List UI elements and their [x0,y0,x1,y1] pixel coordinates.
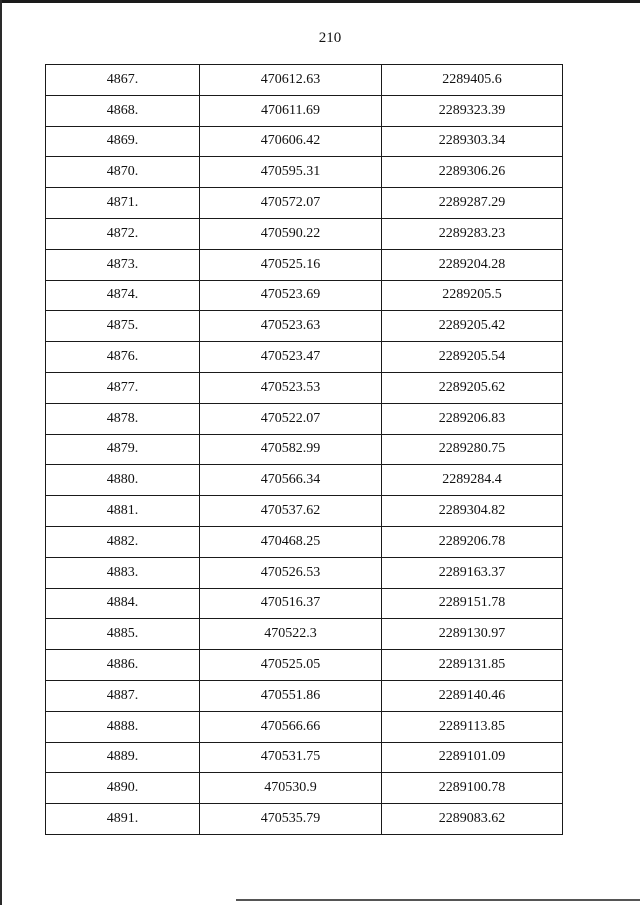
x-coordinate-cell: 470523.53 [200,372,382,403]
table-row [46,619,563,650]
point-number-cell: 4880. [46,465,200,496]
table-row [46,126,563,157]
table-row [46,372,563,403]
coordinates-table [45,64,563,835]
point-number-cell: 4886. [46,650,200,681]
x-coordinate-cell: 470523.63 [200,311,382,342]
point-number-cell: 4877. [46,372,200,403]
table-row [46,650,563,681]
x-coordinate-cell: 470525.05 [200,650,382,681]
table-row [46,403,563,434]
x-coordinate-cell: 470537.62 [200,496,382,527]
point-number-cell: 4881. [46,496,200,527]
y-coordinate-cell: 2289151.78 [382,588,563,619]
y-coordinate-cell: 2289284.4 [382,465,563,496]
y-coordinate-cell: 2289131.85 [382,650,563,681]
point-number-cell: 4868. [46,95,200,126]
point-number-cell: 4887. [46,680,200,711]
point-number-cell: 4876. [46,342,200,373]
table-row [46,804,563,835]
table-row [46,65,563,96]
table-row [46,465,563,496]
y-coordinate-cell: 2289101.09 [382,742,563,773]
x-coordinate-cell: 470590.22 [200,218,382,249]
x-coordinate-cell: 470595.31 [200,157,382,188]
point-number-cell: 4879. [46,434,200,465]
table-row [46,588,563,619]
x-coordinate-cell: 470526.53 [200,557,382,588]
point-number-cell: 4869. [46,126,200,157]
bottom-border-line [236,899,640,901]
x-coordinate-cell: 470525.16 [200,249,382,280]
left-border-line [0,0,2,905]
table-row [46,311,563,342]
y-coordinate-cell: 2289163.37 [382,557,563,588]
x-coordinate-cell: 470468.25 [200,526,382,557]
y-coordinate-cell: 2289206.78 [382,526,563,557]
point-number-cell: 4882. [46,526,200,557]
y-coordinate-cell: 2289304.82 [382,496,563,527]
y-coordinate-cell: 2289083.62 [382,804,563,835]
y-coordinate-cell: 2289205.54 [382,342,563,373]
x-coordinate-cell: 470566.34 [200,465,382,496]
table-row [46,157,563,188]
y-coordinate-cell: 2289205.62 [382,372,563,403]
table-row [46,496,563,527]
x-coordinate-cell: 470606.42 [200,126,382,157]
point-number-cell: 4885. [46,619,200,650]
point-number-cell: 4873. [46,249,200,280]
x-coordinate-cell: 470566.66 [200,711,382,742]
y-coordinate-cell: 2289140.46 [382,680,563,711]
y-coordinate-cell: 2289130.97 [382,619,563,650]
point-number-cell: 4875. [46,311,200,342]
table-row [46,557,563,588]
table-row [46,188,563,219]
y-coordinate-cell: 2289280.75 [382,434,563,465]
top-border-line [0,0,640,3]
table-row [46,742,563,773]
point-number-cell: 4870. [46,157,200,188]
x-coordinate-cell: 470535.79 [200,804,382,835]
x-coordinate-cell: 470523.47 [200,342,382,373]
table-row [46,434,563,465]
y-coordinate-cell: 2289113.85 [382,711,563,742]
x-coordinate-cell: 470523.69 [200,280,382,311]
table-row [46,249,563,280]
table-row [46,526,563,557]
y-coordinate-cell: 2289306.26 [382,157,563,188]
point-number-cell: 4890. [46,773,200,804]
y-coordinate-cell: 2289205.42 [382,311,563,342]
table-row [46,280,563,311]
y-coordinate-cell: 2289303.34 [382,126,563,157]
x-coordinate-cell: 470612.63 [200,65,382,96]
x-coordinate-cell: 470572.07 [200,188,382,219]
point-number-cell: 4889. [46,742,200,773]
x-coordinate-cell: 470611.69 [200,95,382,126]
y-coordinate-cell: 2289405.6 [382,65,563,96]
table-row [46,773,563,804]
x-coordinate-cell: 470531.75 [200,742,382,773]
table-row [46,680,563,711]
x-coordinate-cell: 470530.9 [200,773,382,804]
point-number-cell: 4891. [46,804,200,835]
y-coordinate-cell: 2289206.83 [382,403,563,434]
y-coordinate-cell: 2289287.29 [382,188,563,219]
y-coordinate-cell: 2289204.28 [382,249,563,280]
y-coordinate-cell: 2289323.39 [382,95,563,126]
coordinates-table-body [46,65,563,835]
table-row [46,342,563,373]
x-coordinate-cell: 470551.86 [200,680,382,711]
x-coordinate-cell: 470516.37 [200,588,382,619]
point-number-cell: 4883. [46,557,200,588]
table-row [46,95,563,126]
y-coordinate-cell: 2289100.78 [382,773,563,804]
y-coordinate-cell: 2289205.5 [382,280,563,311]
y-coordinate-cell: 2289283.23 [382,218,563,249]
point-number-cell: 4878. [46,403,200,434]
point-number-cell: 4867. [46,65,200,96]
x-coordinate-cell: 470522.3 [200,619,382,650]
point-number-cell: 4884. [46,588,200,619]
point-number-cell: 4872. [46,218,200,249]
table-row [46,711,563,742]
point-number-cell: 4874. [46,280,200,311]
table-row [46,218,563,249]
x-coordinate-cell: 470522.07 [200,403,382,434]
page-number: 210 [318,30,342,46]
x-coordinate-cell: 470582.99 [200,434,382,465]
point-number-cell: 4888. [46,711,200,742]
point-number-cell: 4871. [46,188,200,219]
